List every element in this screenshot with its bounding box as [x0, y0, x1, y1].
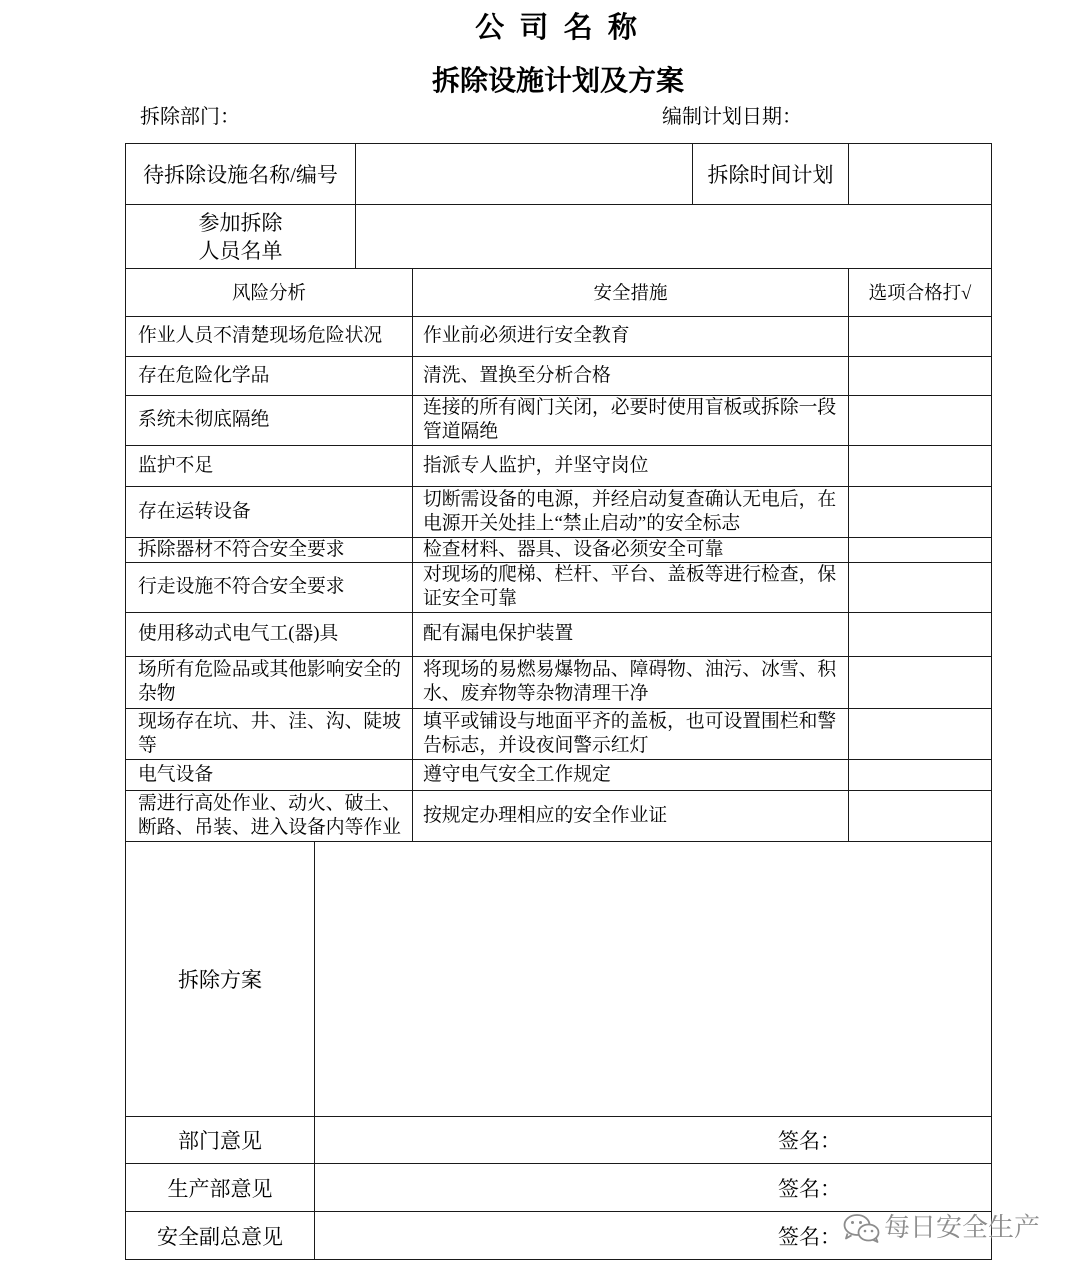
risk-row	[126, 708, 992, 759]
check-cell	[849, 790, 992, 841]
risk-cell: 作业人员不清楚现场危险状况	[126, 316, 413, 356]
risk-cell: 存在危险化学品	[126, 356, 413, 395]
measure-cell: 填平或铺设与地面平齐的盖板，也可设置围栏和警告标志，并设夜间警示红灯	[413, 708, 849, 759]
participants-value	[356, 205, 992, 269]
measure-cell: 指派专人监护，并坚守岗位	[413, 445, 849, 486]
schedule-value	[849, 144, 992, 205]
check-cell	[849, 537, 992, 562]
check-cell	[849, 656, 992, 708]
facility-info-table	[125, 143, 992, 269]
risk-cell: 现场存在坑、井、洼、沟、陡坡等	[126, 708, 413, 759]
measure-cell: 将现场的易燃易爆物品、障碍物、油污、冰雪、积水、废弃物等杂物清理干净	[413, 656, 849, 708]
risk-row	[126, 356, 992, 395]
risk-row	[126, 316, 992, 356]
measure-cell: 对现场的爬梯、栏杆、平台、盖板等进行检查，保证安全可靠	[413, 562, 849, 612]
risk-row	[126, 656, 992, 708]
risk-row	[126, 562, 992, 612]
risk-row	[126, 790, 992, 841]
risk-row	[126, 486, 992, 537]
signature-label: 签名：	[315, 1164, 992, 1212]
department-opinion-label: 部门意见	[126, 1117, 315, 1164]
risk-cell: 电气设备	[126, 759, 413, 790]
qualified-check-header: 选项合格打√	[849, 269, 992, 316]
measure-cell: 清洗、置换至分析合格	[413, 356, 849, 395]
check-cell	[849, 486, 992, 537]
measure-cell: 切断需设备的电源，并经启动复查确认无电后，在电源开关处挂上“禁止启动”的安全标志	[413, 486, 849, 537]
check-cell	[849, 562, 992, 612]
measure-cell: 按规定办理相应的安全作业证	[413, 790, 849, 841]
risk-measures-table	[125, 269, 992, 842]
form-title: 拆除设施计划及方案	[431, 66, 684, 97]
watermark	[843, 1211, 1053, 1245]
watermark-text: 每日安全生产	[884, 1213, 1041, 1243]
safety-vp-opinion-label: 安全副总意见	[126, 1212, 315, 1260]
wechat-icon	[843, 1213, 881, 1243]
risk-row	[126, 537, 992, 562]
approval-table	[125, 842, 992, 1261]
check-cell	[849, 356, 992, 395]
production-opinion-label: 生产部意见	[126, 1164, 315, 1212]
risk-cell: 需进行高处作业、动火、破土、断路、吊装、进入设备内等作业	[126, 790, 413, 841]
approval-row	[126, 1164, 992, 1212]
company-name-title: 公 司 名 称	[475, 12, 641, 44]
risk-row	[126, 445, 992, 486]
risk-row	[126, 759, 992, 790]
demolition-plan-label: 拆除方案	[126, 842, 315, 1117]
demolition-plan-value	[315, 842, 992, 1117]
department-label: 拆除部门：	[140, 106, 240, 128]
facility-row	[126, 144, 992, 205]
risk-cell: 行走设施不符合安全要求	[126, 562, 413, 612]
plan-row	[126, 842, 992, 1117]
schedule-label: 拆除时间计划	[693, 144, 849, 205]
check-cell	[849, 708, 992, 759]
facility-name-label: 待拆除设施名称/编号	[126, 144, 356, 205]
measure-cell: 检查材料、器具、设备必须安全可靠	[413, 537, 849, 562]
facility-name-value	[356, 144, 693, 205]
plan-date-label: 编制计划日期：	[662, 106, 802, 128]
demolition-plan-form	[125, 143, 991, 1260]
risk-cell: 使用移动式电气工(器)具	[126, 612, 413, 656]
signature-label: 签名：	[315, 1212, 992, 1260]
safety-measure-header: 安全措施	[413, 269, 849, 316]
measure-cell: 配有漏电保护装置	[413, 612, 849, 656]
risk-cell: 系统未彻底隔绝	[126, 395, 413, 445]
risk-cell: 存在运转设备	[126, 486, 413, 537]
check-cell	[849, 445, 992, 486]
risk-cell: 监护不足	[126, 445, 413, 486]
measure-cell: 遵守电气安全工作规定	[413, 759, 849, 790]
participants-label: 参加拆除 人员名单	[126, 205, 356, 269]
check-cell	[849, 612, 992, 656]
measure-cell: 作业前必须进行安全教育	[413, 316, 849, 356]
check-cell	[849, 395, 992, 445]
check-cell	[849, 316, 992, 356]
table-header-row	[126, 269, 992, 316]
risk-cell: 场所有危险品或其他影响安全的杂物	[126, 656, 413, 708]
risk-row	[126, 612, 992, 656]
risk-cell: 拆除器材不符合安全要求	[126, 537, 413, 562]
signature-label: 签名：	[315, 1117, 992, 1164]
measure-cell: 连接的所有阀门关闭，必要时使用盲板或拆除一段管道隔绝	[413, 395, 849, 445]
check-cell	[849, 759, 992, 790]
risk-analysis-header: 风险分析	[126, 269, 413, 316]
approval-row	[126, 1117, 992, 1164]
participants-row	[126, 205, 992, 269]
risk-row	[126, 395, 992, 445]
